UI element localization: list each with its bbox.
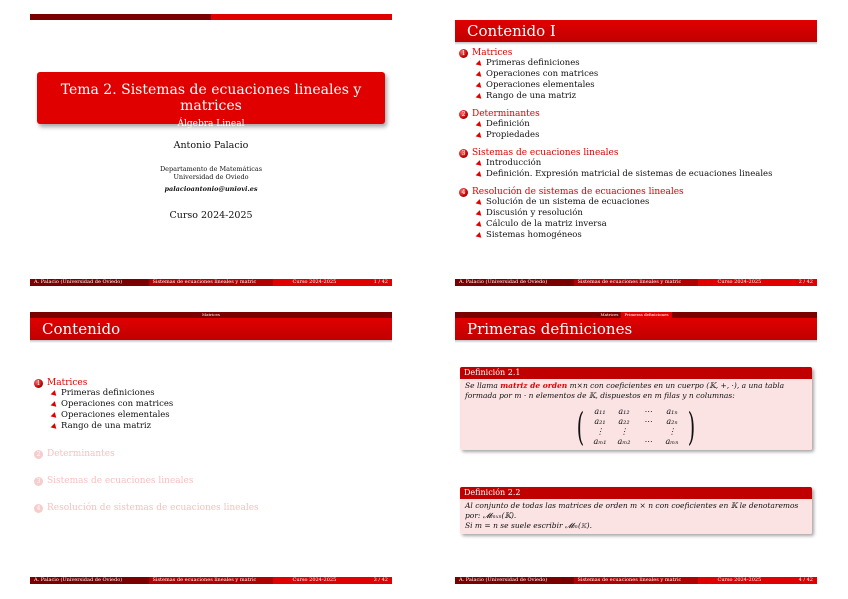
page-number: 4 / 42 (798, 577, 813, 583)
matrix-cell: ⋯ (644, 407, 652, 416)
toc-section-1[interactable] (34, 378, 388, 388)
bullet-icon (476, 210, 484, 218)
page-number: 2 / 42 (798, 279, 813, 285)
toc-section-title: Matrices (472, 48, 513, 58)
footer-course-title: Sistemas de ecuaciones lineales y matric (574, 577, 697, 584)
section-number-badge: 1 (34, 379, 43, 388)
footer-author: A. Palacio (Universidad de Oviedo) (455, 577, 574, 584)
page-number: 3 / 42 (373, 577, 388, 583)
toc-subsection[interactable]: Operaciones elementales (477, 80, 813, 91)
footer (455, 577, 817, 584)
section-number-badge: 3 (459, 149, 468, 158)
toc-section-4[interactable]: 4 Resolución de sistemas de ecuaciones lineales (34, 503, 388, 513)
toc-section-3[interactable]: 3 Sistemas de ecuaciones lineales (34, 476, 388, 486)
definition-line: Al conjunto de todas las matrices de orden m × n con coeficientes en 𝕂 le denotaremos por: 𝓜ₘₓₙ(𝕂). (465, 501, 799, 520)
matrix-cell (636, 427, 660, 437)
bullet-icon (476, 60, 484, 68)
matrix-cell: ⋯ (644, 437, 652, 446)
section-number-badge: 2 (459, 110, 468, 119)
top-bar (30, 14, 392, 20)
presentation-title: Tema 2. Sistemas de ecuaciones lineales y matrices (60, 82, 362, 114)
footer-course-title: Sistemas de ecuaciones lineales y matric (574, 279, 697, 286)
toc-subsection[interactable]: Propiedades (477, 130, 813, 141)
footer-author: A. Palacio (Universidad de Oviedo) (30, 577, 149, 584)
footer-date: Curso 2024-2025 (292, 577, 337, 583)
table-of-contents (34, 378, 388, 513)
toc-subsection[interactable]: Operaciones con matrices (477, 69, 813, 80)
toc-subsection[interactable]: Cálculo de la matriz inversa (477, 219, 813, 230)
toc-section-title: Determinantes (472, 109, 540, 119)
matrix-cell: aₘ₁ (593, 437, 607, 446)
toc-section-3[interactable] (459, 148, 813, 158)
toc-subsection[interactable]: Sistemas homogéneos (477, 230, 813, 241)
frame-title: Contenido (30, 318, 392, 340)
bullet-icon (476, 171, 484, 179)
definition-body: Se llama matriz de orden m×n con coeficientes en un cuerpo (𝕂, +, ·), a una tabla formada por m · n elementos de 𝕂, dispuestos en m filas y n columnas: ( a₁₁ a₁₂ ⋯ a₁ₙ a₂₁ a₂₂ ⋯ a₂ₙ ⋮ ⋮ ⋮ aₘ₁ aₘ₂ ⋯ aₘₙ ) (460, 379, 812, 450)
toc-section-title: Sistemas de ecuaciones lineales (472, 148, 619, 158)
highlighted-term: matriz de orden (500, 381, 568, 390)
nav-section[interactable]: Matrices (600, 312, 619, 317)
definition-line: Si m = n se suele escribir 𝓜ₘ(𝕂). (465, 521, 592, 530)
matrix-cell: aₘₙ (665, 437, 679, 446)
table-of-contents (459, 48, 813, 241)
bullet-icon (51, 390, 59, 398)
toc-subsection[interactable]: Definición (477, 119, 813, 130)
nav-section[interactable]: Matrices (202, 312, 220, 317)
slide-primeras-definiciones (455, 312, 817, 584)
matrix-cell: aₘ₂ (617, 437, 631, 446)
toc-subsection[interactable]: Primeras definiciones (52, 388, 388, 399)
slide-contenido-1 (455, 14, 817, 286)
matrix-cell: ⋮ (668, 427, 676, 436)
toc-subsection[interactable]: Discusión y resolución (477, 208, 813, 219)
toc-section-4[interactable] (459, 187, 813, 197)
bullet-icon (476, 132, 484, 140)
footer-author: A. Palacio (Universidad de Oviedo) (30, 279, 149, 286)
toc-section-2[interactable]: 2 Determinantes (34, 449, 388, 459)
author-name: Antonio Palacio (173, 140, 249, 151)
presentation-subtitle: Álgebra Lineal (177, 119, 245, 129)
title-box (37, 72, 385, 129)
matrix-cell: ⋯ (644, 417, 652, 426)
bullet-icon (51, 401, 59, 409)
footer-date: Curso 2024-2025 (717, 279, 762, 285)
toc-subsection[interactable]: Operaciones elementales (52, 410, 388, 421)
email[interactable]: palacioantonio@uniovi.es (164, 185, 258, 193)
footer (30, 577, 392, 584)
section-number-badge: 4 (459, 188, 468, 197)
matrix-cell: ⋮ (596, 427, 604, 436)
bullet-icon (476, 199, 484, 207)
footer-date: Curso 2024-2025 (717, 577, 762, 583)
toc-section-title: Matrices (47, 378, 88, 388)
university: Universidad de Oviedo (173, 173, 249, 181)
matrix-cell: ⋮ (620, 427, 628, 436)
bullet-icon (476, 232, 484, 240)
bullet-icon (476, 121, 484, 129)
frame-title: Contenido I (455, 20, 817, 42)
footer-author: A. Palacio (Universidad de Oviedo) (455, 279, 574, 286)
faded-sections (34, 449, 388, 513)
toc-section-1[interactable] (459, 48, 813, 58)
bullet-icon (51, 423, 59, 431)
toc-subsection[interactable]: Solución de un sistema de ecuaciones (477, 197, 813, 208)
toc-subsection[interactable]: Operaciones con matrices (52, 399, 388, 410)
matrix-cell: a₁ₙ (666, 407, 678, 416)
department: Departamento de Matemáticas (159, 165, 263, 173)
bullet-icon (476, 93, 484, 101)
frame-title: Primeras definiciones (455, 318, 817, 340)
footer-course-title: Sistemas de ecuaciones lineales y matric (149, 279, 272, 286)
definition-header: Definición 2.1 (460, 367, 812, 379)
footer-date: Curso 2024-2025 (292, 279, 337, 285)
matrix-cell: a₁₂ (618, 407, 630, 416)
toc-subsection[interactable]: Introducción (477, 158, 813, 169)
matrix-display: ( a₁₁ a₁₂ ⋯ a₁ₙ a₂₁ a₂₂ ⋯ a₂ₙ ⋮ ⋮ ⋮ aₘ₁ aₘ₂ ⋯ aₘₙ ) (576, 405, 696, 449)
definition-header: Definición 2.2 (460, 487, 812, 499)
footer-course-title: Sistemas de ecuaciones lineales y matric (149, 577, 272, 584)
definition-block-1 (460, 367, 812, 450)
toc-section-2[interactable] (459, 109, 813, 119)
definition-block-2 (460, 487, 812, 534)
page-number: 1 / 42 (373, 279, 388, 285)
toc-section-title: Resolución de sistemas de ecuaciones lineales (472, 187, 684, 197)
definition-body (460, 499, 812, 534)
footer (30, 279, 392, 286)
bullet-icon (476, 71, 484, 79)
toc-subsection[interactable]: Primeras definiciones (477, 58, 813, 69)
toc-subsection[interactable]: Rango de una matriz (52, 421, 388, 432)
toc-subsection[interactable]: Definición. Expresión matricial de sistemas de ecuaciones lineales (477, 169, 813, 180)
matrix-cell: a₂ₙ (666, 417, 678, 426)
bullet-icon (476, 82, 484, 90)
toc-subsection[interactable]: Rango de una matriz (477, 91, 813, 102)
slide-contenido-matrices (30, 312, 392, 584)
slide-title (30, 14, 392, 286)
bullet-icon (51, 412, 59, 420)
course-year: Curso 2024-2025 (169, 210, 253, 221)
matrix-cell: a₁₁ (594, 407, 606, 416)
nav-subsection[interactable]: Primeras definiciones (621, 312, 671, 318)
section-number-badge: 1 (459, 49, 468, 58)
matrix-cell: a₂₂ (618, 417, 630, 426)
matrix-cell: a₂₁ (594, 417, 606, 426)
bullet-icon (476, 160, 484, 168)
bullet-icon (476, 221, 484, 229)
footer (455, 279, 817, 286)
matrix-grid (588, 407, 684, 447)
